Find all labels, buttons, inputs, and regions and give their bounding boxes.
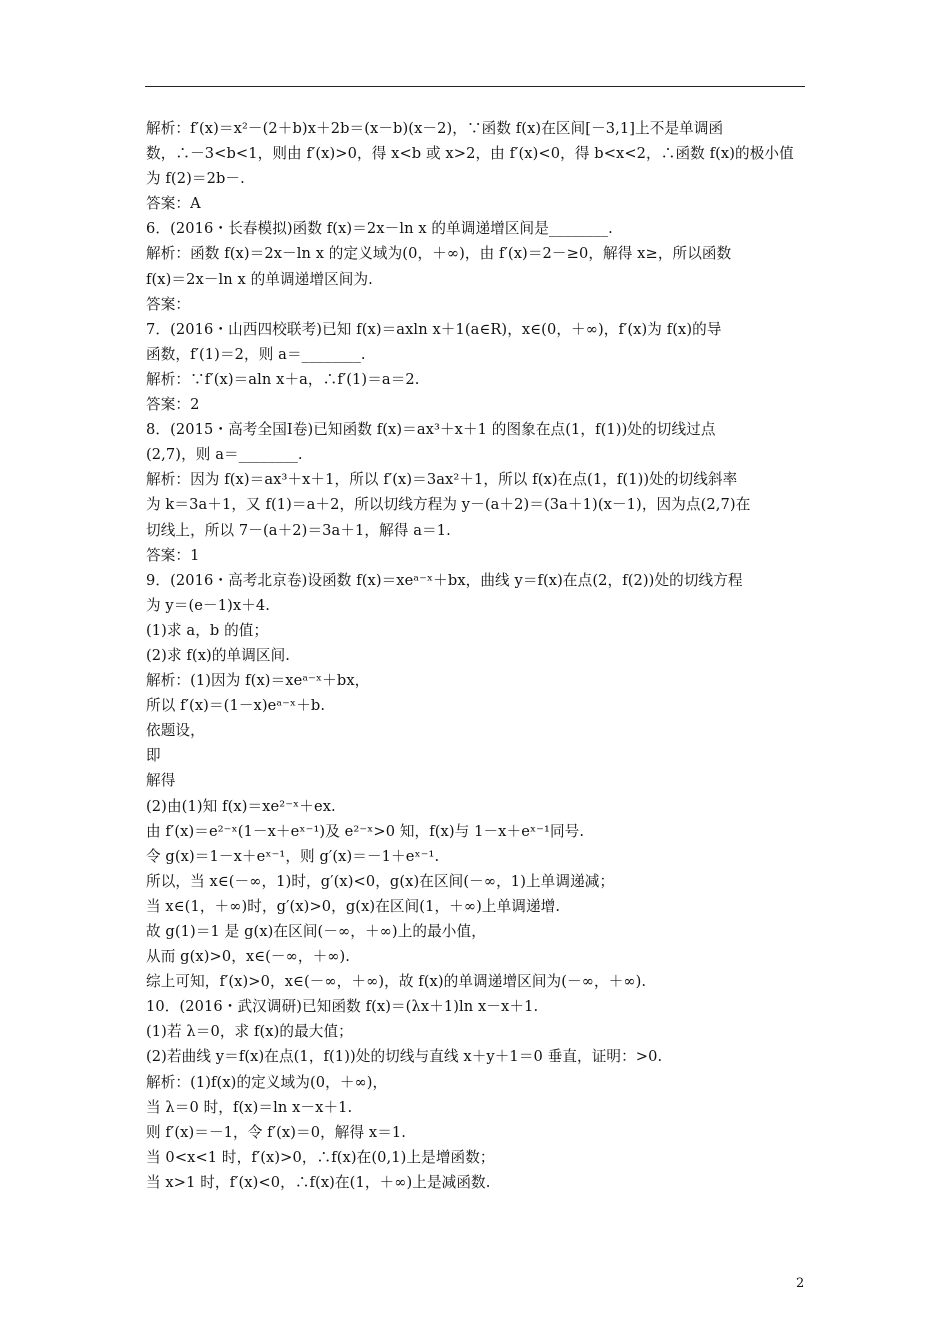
text-line: (1)若 λ＝0，求 f(x)的最大值； xyxy=(146,1023,353,1041)
text-line: 解得 xyxy=(146,772,176,790)
text-line: 答案：1 xyxy=(146,546,200,564)
text-line: 8．(2015・高考全国Ⅰ卷)已知函数 f(x)＝ax³＋x＋1 的图象在点(1，f(1))处的切线过点 xyxy=(146,421,716,439)
text-line: 为 f(2)＝2b－. xyxy=(146,170,245,188)
text-line: 所以，当 x∈(－∞，1)时，g′(x)<0，g(x)在区间(－∞，1)上单调递减； xyxy=(146,872,615,890)
text-line: (2)求 f(x)的单调区间. xyxy=(146,646,291,664)
text-line: 9．(2016・高考北京卷)设函数 f(x)＝xeᵃ⁻ˣ＋bx，曲线 y＝f(x)在点(2，f(2))处的切线方程 xyxy=(146,571,743,589)
text-line: 则 f′(x)＝－1，令 f′(x)＝0，解得 x＝1. xyxy=(146,1123,407,1141)
page-number: 2 xyxy=(796,1276,805,1291)
text-line: 由 f′(x)＝e²⁻ˣ(1－x＋eˣ⁻¹)及 e²⁻ˣ>0 知，f(x)与 1－x＋eˣ⁻¹同号. xyxy=(146,822,585,840)
text-line: (2,7)，则 a＝________. xyxy=(146,446,303,464)
text-line: 切线上，所以 7－(a＋2)＝3a＋1，解得 a＝1. xyxy=(146,521,451,539)
text-line: 7．(2016・山西四校联考)已知 f(x)＝axln x＋1(a∈R)，x∈(0，＋∞)，f′(x)为 f(x)的导 xyxy=(146,320,722,338)
text-line: 解析：函数 f(x)＝2x－ln x 的定义域为(0，＋∞)，由 f′(x)＝2－≥0，解得 x≥，所以函数 xyxy=(146,245,732,263)
text-line: 答案：2 xyxy=(146,396,200,414)
text-line: 为 y＝(e－1)x＋4. xyxy=(146,596,271,614)
text-line: 所以 f′(x)＝(1－x)eᵃ⁻ˣ＋b. xyxy=(146,697,326,715)
text-line: 10．(2016・武汉调研)已知函数 f(x)＝(λx＋1)ln x－x＋1. xyxy=(146,998,539,1016)
text-line: 解析：∵f′(x)＝aln x＋a，∴f′(1)＝a＝2. xyxy=(146,370,420,388)
text-line: 即 xyxy=(146,747,161,765)
text-line: 依题设， xyxy=(146,722,205,740)
header-rule xyxy=(145,86,805,87)
text-line: f(x)＝2x－ln x 的单调递增区间为. xyxy=(146,270,373,288)
text-line: (2)若曲线 y＝f(x)在点(1，f(1))处的切线与直线 x＋y＋1＝0 垂直，证明：>0. xyxy=(146,1048,663,1066)
text-line: 函数，f′(1)＝2，则 a＝________. xyxy=(146,345,366,363)
document-body xyxy=(146,116,808,1195)
text-line: 故 g(1)＝1 是 g(x)在区间(－∞，＋∞)上的最小值， xyxy=(146,923,486,940)
text-line: 当 x∈(1，＋∞)时，g′(x)>0，g(x)在区间(1，＋∞)上单调递增. xyxy=(146,897,561,915)
text-line: (2)由(1)知 f(x)＝xe²⁻ˣ＋ex. xyxy=(146,797,336,815)
text-line: 当 x>1 时，f′(x)<0，∴f(x)在(1，＋∞)上是减函数. xyxy=(146,1173,491,1191)
text-line: 当 0<x<1 时，f′(x)>0，∴f(x)在(0,1)上是增函数； xyxy=(146,1148,495,1166)
text-line: 解析：(1)因为 f(x)＝xeᵃ⁻ˣ＋bx， xyxy=(146,672,370,690)
text-line: 令 g(x)＝1－x＋eˣ⁻¹，则 g′(x)＝－1＋eˣ⁻¹. xyxy=(146,847,440,865)
text-line: 解析：因为 f(x)＝ax³＋x＋1，所以 f′(x)＝3ax²＋1，所以 f(x)在点(1，f(1))处的切线斜率 xyxy=(146,471,738,489)
text-line: 6．(2016・长春模拟)函数 f(x)＝2x－ln x 的单调递增区间是________. xyxy=(146,220,613,238)
text-line: 答案： xyxy=(146,295,191,313)
text-line: 从而 g(x)>0，x∈(－∞，＋∞). xyxy=(146,948,351,966)
text-line: 答案：A xyxy=(146,195,201,213)
text-line: 解析：f′(x)＝x²－(2＋b)x＋2b＝(x－b)(x－2)，∵函数 f(x)在区间[－3,1]上不是单调函 xyxy=(146,120,724,137)
text-line: 为 k＝3a＋1，又 f(1)＝a＋2，所以切线方程为 y－(a＋2)＝(3a＋1)(x－1)，因为点(2,7)在 xyxy=(146,496,751,514)
text-line: 数，∴－3<b<1，则由 f′(x)>0，得 x<b 或 x>2，由 f′(x)<0，得 b<x<2，∴函数 f(x)的极小值 xyxy=(146,145,794,163)
text-line: 解析：(1)f(x)的定义域为(0，＋∞)， xyxy=(146,1073,388,1091)
text-line: (1)求 a，b 的值； xyxy=(146,621,269,639)
text-line: 综上可知，f′(x)>0，x∈(－∞，＋∞)，故 f(x)的单调递增区间为(－∞，＋∞). xyxy=(146,973,647,991)
text-line: 当 λ＝0 时，f(x)＝ln x－x＋1. xyxy=(146,1098,353,1116)
